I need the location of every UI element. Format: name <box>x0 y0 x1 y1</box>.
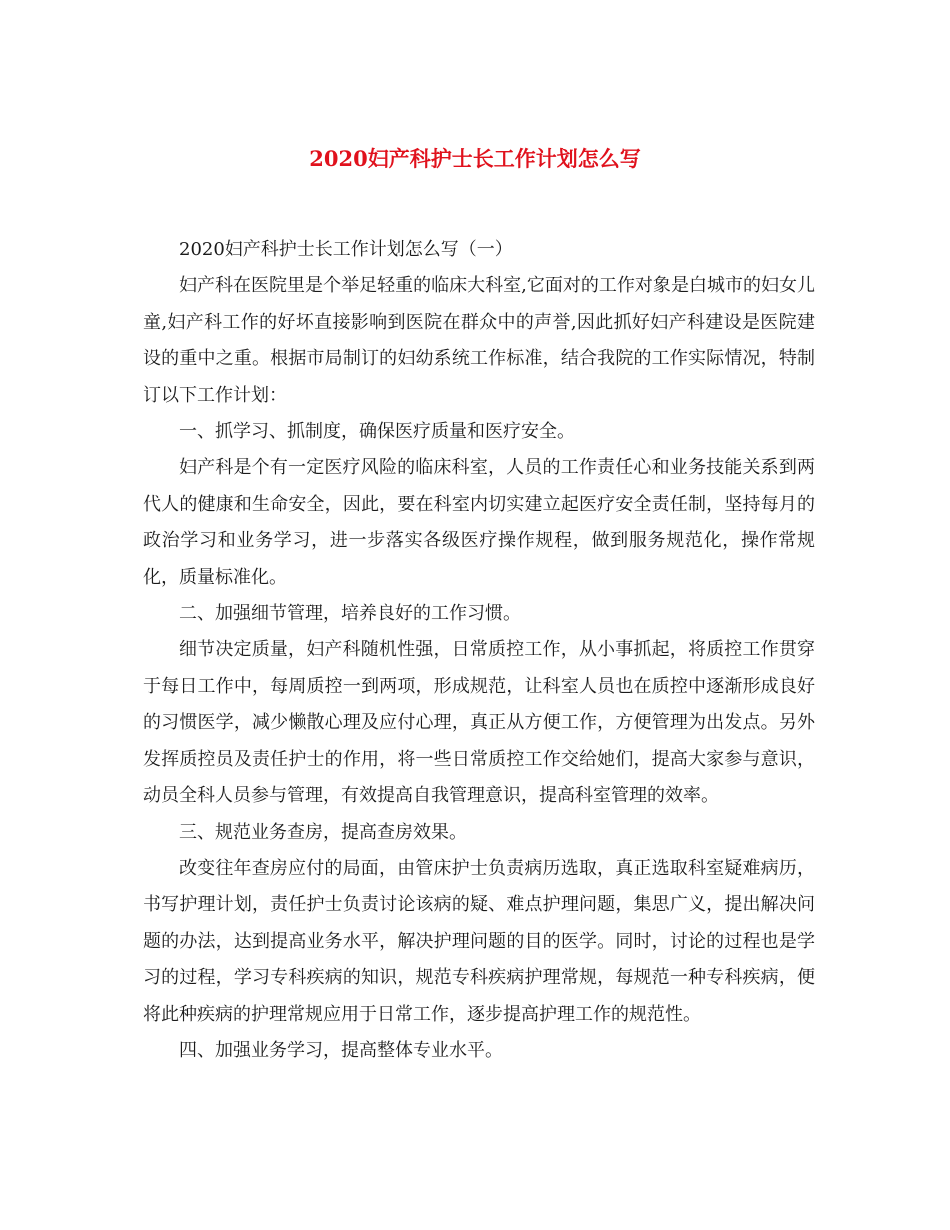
section-heading-one: 一、抓学习、抓制度，确保医疗质量和医疗安全。 <box>179 421 575 443</box>
document-title: 2020妇产科护士长工作计划怎么写 <box>309 146 641 171</box>
body-paragraph: 改变往年查房应付的局面，由管床护士负责病历选取，真正选取科室疑难病历，书写护理计划，责任护士负责讨论该病的疑、难点护理问题，集思广义，提出解决问题的办法，达到提高业务水平，解决护理问题的目的医学。同时，讨论的过程也是学习的过程，学习专科疾病的知识，规范专科疾病护理常规，每规范一种专科疾病，便将此种疾病的护理常规应用于日常工作，逐步提高护理工作的规范性。 <box>143 857 815 1025</box>
document-body <box>143 232 815 1069</box>
body-paragraph: 妇产科是个有一定医疗风险的临床科室，人员的工作责任心和业务技能关系到两代人的健康和生命安全，因此，要在科室内切实建立起医疗安全责任制，坚持每月的政治学习和业务学习，进一步落实各级医疗操作规程，做到服务规范化，操作常规化，质量标准化。 <box>143 457 815 588</box>
section-heading-four: 四、加强业务学习，提高整体专业水平。 <box>179 1039 503 1061</box>
section-heading-part-one: 2020妇产科护士长工作计划怎么写（一） <box>179 239 513 260</box>
section-heading-two: 二、加强细节管理，培养良好的工作习惯。 <box>179 603 521 625</box>
body-paragraph: 妇产科在医院里是个举足轻重的临床大科室,它面对的工作对象是白城市的妇女儿童,妇产科工作的好坏直接影响到医院在群众中的声誉,因此抓好妇产科建设是医院建设的重中之重。根据市局制订的妇幼系统工作标准，结合我院的工作实际情况，特制订以下工作计划： <box>143 275 815 406</box>
section-heading-three: 三、规范业务查房，提高查房效果。 <box>179 821 467 843</box>
body-paragraph: 细节决定质量，妇产科随机性强，日常质控工作，从小事抓起，将质控工作贯穿于每日工作中，每周质控一到两项，形成规范，让科室人员也在质控中逐渐形成良好的习惯医学，减少懒散心理及应付心理，真正从方便工作，方便管理为出发点。另外发挥质控员及责任护士的作用，将一些日常质控工作交给她们，提高大家参与意识，动员全科人员参与管理，有效提高自我管理意识，提高科室管理的效率。 <box>143 639 815 807</box>
